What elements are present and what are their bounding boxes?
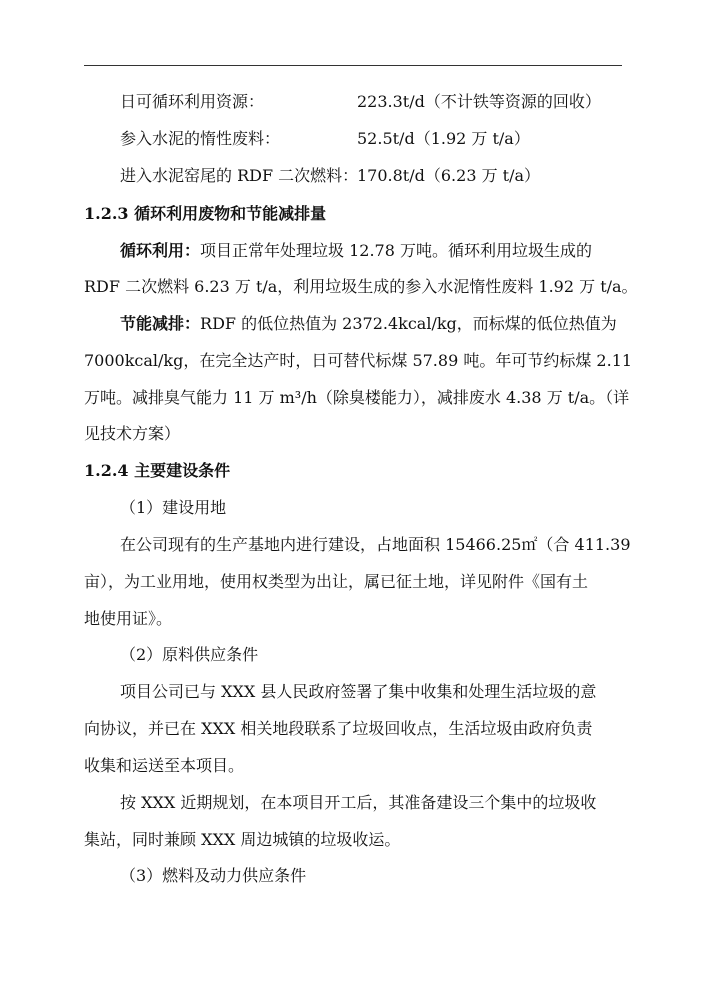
paragraph-line: 万吨。减排臭气能力 11 万 m³/h（除臭楼能力），减排废水 4.38 万 t/a。（详 <box>84 388 630 407</box>
resource-label: 日可循环利用资源： <box>120 92 265 111</box>
paragraph-line <box>120 314 617 334</box>
resource-label: 进入水泥窑尾的 RDF 二次燃料： <box>120 166 359 185</box>
inline-label: 节能减排： <box>120 314 201 333</box>
paragraph-line: 亩），为工业用地，使用权类型为出让，属已征土地，详见附件《国有土 <box>84 572 589 591</box>
inline-label: 循环利用： <box>120 241 201 260</box>
paragraph-line <box>120 241 592 261</box>
section-heading: 1.2.3 循环利用废物和节能减排量 <box>84 204 327 223</box>
resource-label: 参入水泥的惰性废料： <box>120 129 281 148</box>
paragraph-line: 向协议，并已在 XXX 相关地段联系了垃圾回收点，生活垃圾由政府负责 <box>84 719 593 738</box>
resource-value: 52.5t/d（1.92 万 t/a） <box>357 129 530 148</box>
section-heading: 1.2.4 主要建设条件 <box>84 461 231 480</box>
paragraph-line: 收集和运送至本项目。 <box>84 756 245 775</box>
inline-text: RDF 的低位热值为 2372.4kcal/kg，而标煤的低位热值为 <box>200 314 617 333</box>
subsection-title: （3）燃料及动力供应条件 <box>120 866 307 885</box>
inline-text: 项目正常年处理垃圾 12.78 万吨。循环利用垃圾生成的 <box>200 241 592 260</box>
resource-value: 170.8t/d（6.23 万 t/a） <box>357 166 541 185</box>
paragraph-line: 在公司现有的生产基地内进行建设，占地面积 15466.25㎡（合 411.39 <box>120 535 631 554</box>
paragraph-line: 见技术方案） <box>84 424 181 443</box>
paragraph-line: 7000kcal/kg，在完全达产时，日可替代标煤 57.89 吨。年可节约标煤 2.11 <box>84 351 633 370</box>
paragraph-line: 按 XXX 近期规划，在本项目开工后，其准备建设三个集中的垃圾收 <box>120 793 597 812</box>
paragraph-line: RDF 二次燃料 6.23 万 t/a，利用垃圾生成的参入水泥惰性废料 1.92 万 t/a。 <box>84 277 638 296</box>
paragraph-line: 项目公司已与 XXX 县人民政府签署了集中收集和处理生活垃圾的意 <box>120 682 597 701</box>
subsection-title: （1）建设用地 <box>120 498 227 517</box>
subsection-title: （2）原料供应条件 <box>120 645 259 664</box>
header-rule <box>84 65 622 66</box>
resource-value: 223.3t/d（不计铁等资源的回收） <box>357 92 601 111</box>
paragraph-line: 地使用证》。 <box>84 609 173 628</box>
paragraph-line: 集站，同时兼顾 XXX 周边城镇的垃圾收运。 <box>84 830 401 849</box>
